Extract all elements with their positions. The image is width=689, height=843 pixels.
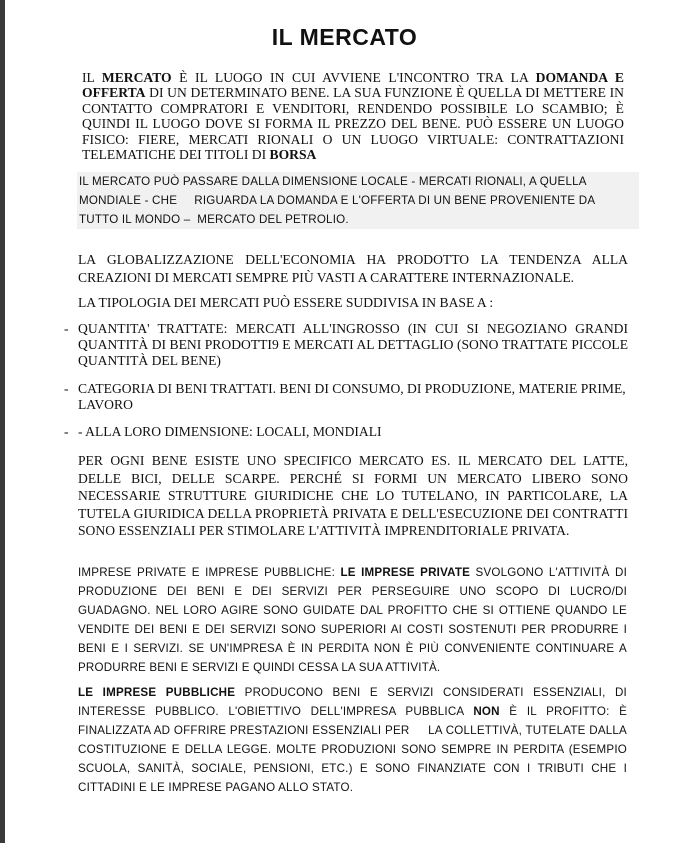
bullet-dash: - — [64, 424, 69, 439]
bullet-item: - QUANTITA' TRATTATE: MERCATI ALL'INGROSSO (IN CUI SI NEGOZIANO GRANDI QUANTITÀ DI BENI PRODOTTI9 E MERCATI AL DETTAGLIO (SONO TRATTATE PICCOLE QUANTITÀ DEL BENE) — [64, 321, 628, 368]
bullet-dash: - — [64, 381, 69, 396]
public-firms-paragraph: LE IMPRESE PUBBLICHE PRODUCONO BENI E SERVIZI CONSIDERATI ESSENZIALI, DI INTERESSE PUBBLICO. L'OBIETTIVO DELL'IMPRESA PUBBLICA NON È IL PROFITTO: È FINALIZZATA AD OFFRIRE PRESTAZIONI ESSENZIALI PER LA COLLETTIVÀ, TUTELATE DALLA COSTITUZIONE E DELLA LEGGE. MOLTE PRODUZIONI SONO SEMPRE IN PERDITA (ESEMPIO SCUOLA, SANITÀ, SOCIALE, PENSIONI, ETC.) E SONO FINANZIATE CON I TRIBUTI CHE I CITTADINI E LE IMPRESE PAGANO ALLO STATO. — [78, 686, 631, 794]
intro-paragraph: IL MERCATO È IL LUOGO IN CUI AVVIENE L'INCONTRO TRA LA DOMANDA E OFFERTA DI UN DETERMINATO BENE. LA SUA FUNZIONE È QUELLA DI METTERE IN CONTATTO COMPRATORI E VENDITORI, RENDENDO POSSIBILE LO SCAMBIO; È QUINDI IL LUOGO DOVE SI FORMA IL PREZZO DEL BENE. PUÒ ESSERE UN LUOGO FISICO: FIERE, MERCATI RIONALI O UN LUOGO VIRTUALE: CONTRATTAZIONI TELEMATICHE DEI TITOLI DI BORSA — [82, 70, 624, 163]
globalization-paragraph: LA GLOBALIZZAZIONE DELL'ECONOMIA HA PRODOTTO LA TENDENZA ALLA CREAZIONI DI MERCATI SEMPRE PIÙ VASTI A CARATTERE INTERNAZIONALE. — [78, 252, 628, 285]
page-left-edge — [0, 0, 5, 843]
page-title: IL MERCATO — [271, 24, 418, 50]
shaded-note: IL MERCATO PUÒ PASSARE DALLA DIMENSIONE LOCALE - MERCATI RIONALI, A QUELLA MONDIALE - CHE RIGUARDA LA DOMANDA E L'OFFERTA DI UN BENE PROVENIENTE DA TUTTO IL MONDO – MERCATO DEL PETROLIO. — [77, 172, 639, 229]
specific-market-paragraph: PER OGNI BENE ESISTE UNO SPECIFICO MERCATO ES. IL MERCATO DEL LATTE, DELLE BICI, DELLE SCARPE. PERCHÉ SI FORMI UN MERCATO LIBERO SONO NECESSARIE STRUTTURE GIURIDICHE CHE LO TUTELANO, IN PARTICOLARE, LA TUTELA GIURIDICA DELLA PROPRIETÀ PRIVATA E DELL'ESECUZIONE DEI CONTRATTI SONO ESSENZIALI PER STIMOLARE L'ATTIVITÀ IMPRENDITORIALE PRIVATA. — [78, 453, 628, 539]
bullet-item: - - ALLA LORO DIMENSIONE: LOCALI, MONDIALI — [64, 424, 382, 439]
bullet-item: - CATEGORIA DI BENI TRATTATI. BENI DI CONSUMO, DI PRODUZIONE, MATERIE PRIME, LAVORO — [64, 381, 626, 412]
bullet-dash: - — [64, 321, 69, 336]
typology-intro: LA TIPOLOGIA DEI MERCATI PUÒ ESSERE SUDDIVISA IN BASE A : — [78, 295, 494, 310]
private-firms-paragraph: IMPRESE PRIVATE E IMPRESE PUBBLICHE: LE IMPRESE PRIVATE SVOLGONO L'ATTIVITÀ DI PRODUZIONE DEI BENI E DEI SERVIZI PER PERSEGUIRE UNO SCOPO DI LUCRO/DI GUADAGNO. NEL LORO AGIRE SONO GUIDATE DAL PROFITTO CHE SI OTTIENE QUANDO LE VENDITE DEI BENI E DEI SERVIZI SONO SUPERIORI AI COSTI SOSTENUTI PER PRODURRE I BENI E I SERVIZI. SE UN'IMPRESA È IN PERDITA NON È PIÙ CONVENIENTE CONTINUARE A PRODURRE BENI E SERVIZI E QUINDI CESSA LA SUA ATTIVITÀ. — [78, 566, 628, 674]
